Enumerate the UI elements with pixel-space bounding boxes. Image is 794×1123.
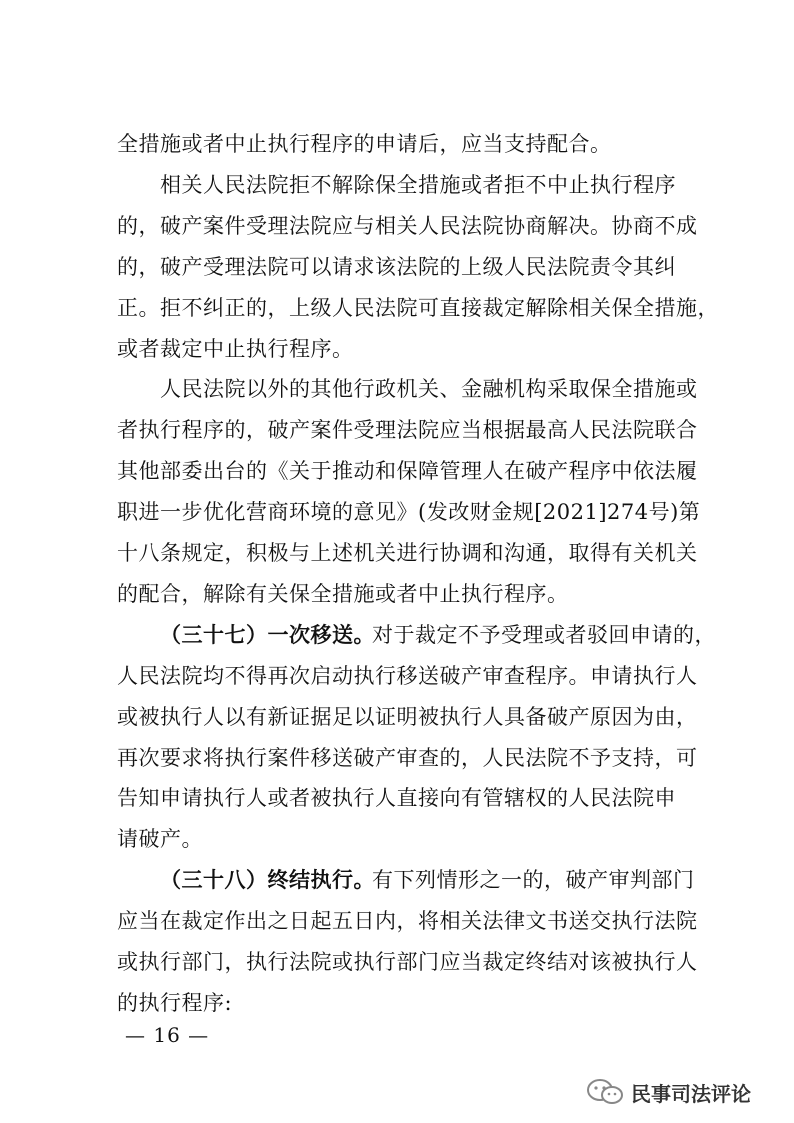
line-text: 十八条规定，积极与上述机关进行协调和沟通，取得有关机关 — [117, 541, 698, 565]
paragraph-line — [0, 288, 794, 328]
line-text: 的，破产案件受理法院应与相关人民法院协商解决。协商不成 — [117, 214, 698, 238]
watermark — [585, 1075, 751, 1109]
watermark-text: 民事司法评论 — [631, 1081, 751, 1106]
paragraph-line — [0, 165, 794, 205]
paragraph-line — [0, 410, 794, 450]
paragraph-line — [0, 492, 794, 532]
line-text: 人民法院以外的其他行政机关、金融机构采取保全措施或 — [160, 377, 698, 401]
paragraph-line — [0, 533, 794, 573]
paragraph-line — [0, 778, 794, 818]
line-text: 有下列情形之一的，破产审判部门 — [372, 868, 695, 892]
line-text: 相关人民法院拒不解除保全措施或者拒不中止执行程序 — [160, 173, 676, 197]
paragraph-line — [0, 451, 794, 491]
line-text: 告知申请执行人或者被执行人直接向有管辖权的人民法院申 — [117, 786, 676, 810]
line-text: 的执行程序: — [117, 991, 233, 1015]
line-text: 应当在裁定作出之日起五日内，将相关法律文书送交执行法院 — [117, 909, 698, 933]
line-text: 正。拒不纠正的，上级人民法院可直接裁定解除相关保全措施， — [117, 296, 719, 320]
line-text: 或执行部门，执行法院或执行部门应当裁定终结对该被执行人 — [117, 950, 698, 974]
line-text: 人民法院均不得再次启动执行移送破产审查程序。申请执行人 — [117, 664, 698, 688]
paragraph-line — [0, 983, 794, 1023]
line-text: 者执行程序的，破产案件受理法院应当根据最高人民法院联合 — [117, 418, 698, 442]
line-text: 或者裁定中止执行程序。 — [117, 337, 354, 361]
paragraph-line — [0, 860, 794, 900]
paragraph-line — [0, 247, 794, 287]
paragraph-line — [0, 901, 794, 941]
section-heading-38: （三十八）终结执行。 — [160, 867, 375, 892]
line-text: 或被执行人以有新证据足以证明被执行人具备破产原因为由， — [117, 705, 698, 729]
section-heading-37: （三十七）一次移送。 — [160, 622, 375, 647]
paragraph-line — [0, 124, 794, 164]
paragraph-line — [0, 819, 794, 859]
line-text: 请破产。 — [117, 827, 203, 851]
line-text: 职进一步优化营商环境的意见》(发改财金规[2021]274号)第 — [117, 500, 701, 524]
line-text: 的配合，解除有关保全措施或者中止执行程序。 — [117, 582, 569, 606]
paragraph-line — [0, 206, 794, 246]
paragraph-line — [0, 329, 794, 369]
paragraph-line — [0, 615, 794, 655]
paragraph-line — [0, 656, 794, 696]
paragraph-line — [0, 697, 794, 737]
line-text: 再次要求将执行案件移送破产审查的，人民法院不予支持，可 — [117, 746, 698, 770]
line-text: 其他部委出台的《关于推动和保障管理人在破产程序中依法履 — [117, 459, 698, 483]
wechat-icon — [585, 1077, 625, 1107]
paragraph-line — [0, 369, 794, 409]
paragraph-line — [0, 574, 794, 614]
paragraph-line — [0, 942, 794, 982]
page-number: — 16 — — [125, 1023, 210, 1047]
line-text: 对于裁定不予受理或者驳回申请的， — [372, 623, 716, 647]
line-text: 的，破产受理法院可以请求该法院的上级人民法院责令其纠 — [117, 255, 676, 279]
paragraph-line — [0, 738, 794, 778]
line-text: 全措施或者中止执行程序的申请后，应当支持配合。 — [117, 132, 612, 156]
